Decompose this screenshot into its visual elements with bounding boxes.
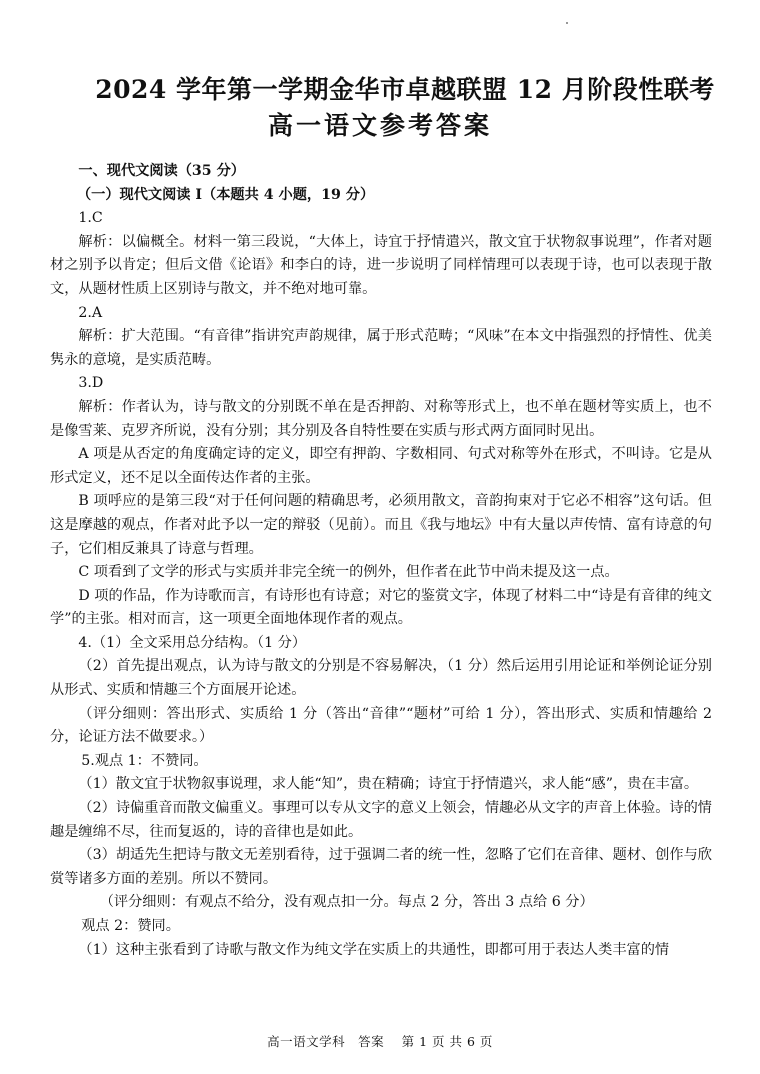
text-paragraph: （1）这种主张看到了诗歌与散文作为纯文学在实质上的共通性，即都可用于表达人类丰富的情 (78, 941, 670, 958)
text-paragraph: A 项是从否定的角度确定诗的定义，即空有押韵、字数相同、句式对称等外在形式，不叫诗。它是从形式定义，还不足以全面传达作者的主张。 (50, 446, 712, 486)
text-paragraph: （1）散文宜于状物叙事说理，求人能“知”，贵在精确；诗宜于抒情遣兴，求人能“感”，贵在丰富。 (78, 776, 699, 793)
page-footer: 高一语文学科 答案 第 1 页 共 6 页 (267, 1034, 493, 1049)
text-paragraph: （2）首先提出观点，认为诗与散文的分别是不容易解决，（1 分）然后运用引用论证和举例论证分别从形式、实质和情趣三个方面展开论述。 (50, 658, 712, 699)
text-paragraph: 一、现代文阅读（35 分） (78, 163, 245, 179)
text-paragraph: 解析：扩大范围。“有音律”指讲究声韵规律，属于形式范畴；“风味”在本文中指强烈的抒情性、优美隽永的意境，是实质范畴。 (50, 328, 712, 368)
text-paragraph: 解析：作者认为，诗与散文的分别既不单在是否押韵、对称等形式上，也不单在题材等实质上，也不是像雪莱、克罗齐所说，没有分别；其分别及各自特性要在实质与形式两方面同时见出。 (50, 398, 712, 439)
answer-body (50, 160, 712, 962)
text-paragraph: 4.（1）全文采用总分结构。（1 分） (78, 634, 307, 651)
text-paragraph: （3）胡适先生把诗与散文无差别看待，过于强调二者的统一性，忽略了它们在音律、题材、创作与欣赏等诸多方面的差别。所以不赞同。 (50, 847, 712, 887)
text-paragraph: 1.C (78, 210, 103, 227)
text-paragraph: 5.观点 1：不赞同。 (81, 752, 208, 769)
text-paragraph: （2）诗偏重音而散文偏重义。事理可以专从文字的意义上领会，情趣必从文字的声音上体验。诗的情趣是缠绵不尽，往而复返的，诗的音律也是如此。 (50, 800, 712, 840)
text-paragraph: （一）现代文阅读 I（本题共 4 小题，19 分） (76, 186, 375, 203)
text-paragraph: D 项的作品，作为诗歌而言，有诗形也有诗意；对它的鉴赏文字，体现了材料二中“诗是有音律的纯文学”的主张。相对而言，这一项更全面地体现作者的观点。 (50, 587, 712, 628)
text-paragraph: 观点 2：赞同。 (81, 918, 180, 934)
text-paragraph: 3.D (78, 375, 104, 392)
text-paragraph: （评分细则：有观点不给分，没有观点扣一分。每点 2 分，答出 3 点给 6 分） (99, 894, 594, 911)
text-paragraph: 2.A (78, 304, 103, 321)
page-subtitle: 高一语文参考答案 (267, 111, 492, 140)
text-paragraph: B 项呼应的是第三段“对于任何问题的精确思考，必须用散文，音韵拘束对于它必不相容”这句话。但这是摩越的观点，作者对此予以一定的辩驳（见前）。而且《我与地坛》中有大量以声传情、富有诗意的句子，它们相反兼具了诗意与哲理。 (50, 493, 712, 557)
page-title: 2024 学年第一学期金华市卓越联盟 12 月阶段性联考 (95, 75, 715, 104)
text-paragraph: 解析：以偏概全。材料一第三段说，“大体上，诗宜于抒情遣兴，散文宜于状物叙事说理”，作者对题材之别予以肯定；但后文借《论语》和李白的诗，进一步说明了同样情理可以表现于诗，也可以表现于散文，从题材性质上区别诗与散文，并不绝对地可靠。 (50, 233, 712, 297)
page-speck (566, 22, 568, 24)
text-paragraph: （评分细则：答出形式、实质给 1 分（答出“音律”“题材”可给 1 分），答出形式、实质和情趣给 2 分，论证方法不做要求。） (50, 705, 712, 746)
text-paragraph: C 项看到了文学的形式与实质并非完全统一的例外，但作者在此节中尚未提及这一点。 (78, 564, 619, 581)
